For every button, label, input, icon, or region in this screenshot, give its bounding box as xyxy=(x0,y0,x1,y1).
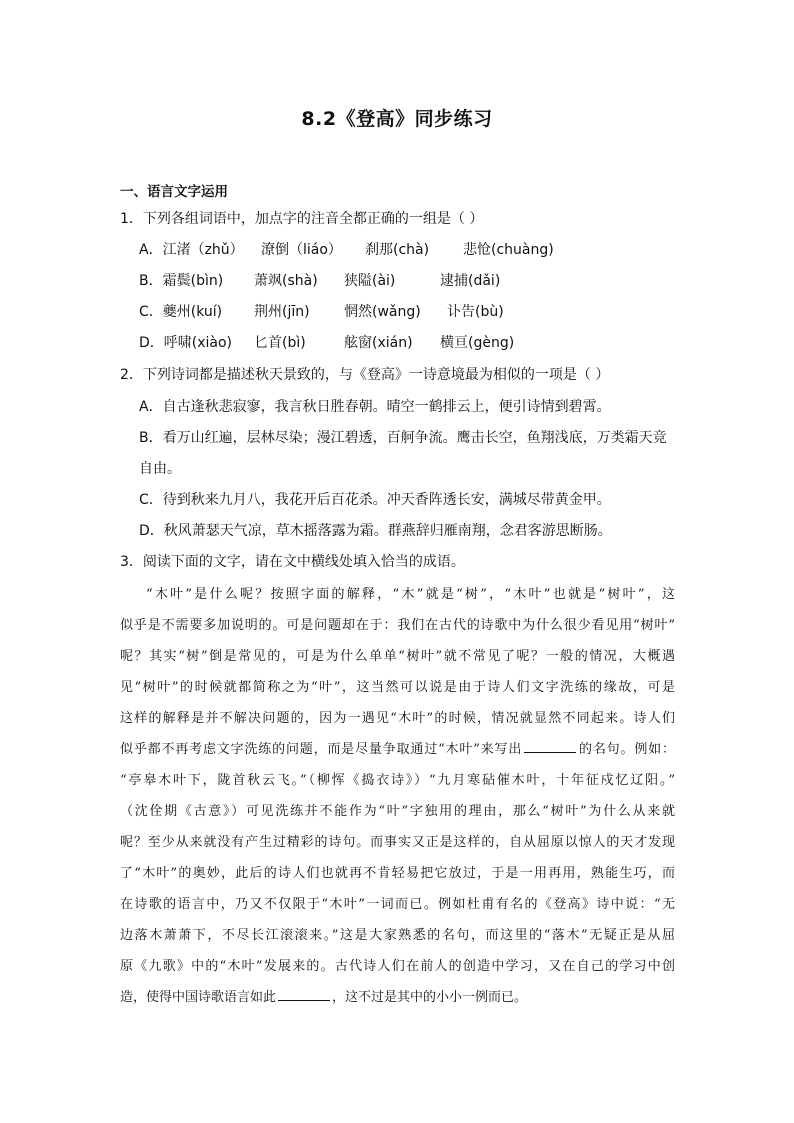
passage-line-3: 呢？其实“树”倒是常见的，可是为什么单单“树叶”就不常见了呢？一般的情况，大概遇 xyxy=(120,649,675,664)
option-d-item-3: 舷窗(xián) xyxy=(344,335,413,351)
option-c-item-4: 讣告(bù) xyxy=(447,304,504,320)
option-b-item-4: 逮捕(dǎi) xyxy=(440,273,501,289)
question-1-option-b xyxy=(139,270,500,290)
question-2-stem: 2．下列诗词都是描述秋天景致的，与《登高》一诗意境最为相似的一项是（ ） xyxy=(120,367,610,383)
passage-line-10: 了“木叶”的奥妙，此后的诗人们也就再不肯轻易把它放过，于是一用再用，熟能生巧，而 xyxy=(120,866,675,881)
passage-line-5: 这样的解释是并不解决问题的，因为一遇见“木叶”的时候，情况就显然不同起来。诗人们 xyxy=(120,711,675,726)
passage-line-9: 呢？至少从来就没有产生过精彩的诗句。而事实又正是这样的，自从屈原以惊人的天才发现 xyxy=(120,835,675,850)
question-3-stem: 3．阅读下面的文字，请在文中横线处填入恰当的成语。 xyxy=(120,554,465,570)
passage-line-14-text-b: ，这不过是其中的小小一例而已。 xyxy=(332,990,528,1005)
passage-line-2: 似乎是不需要多加说明的。可是问题却在于：我们在古代的诗歌中为什么很少看见用“树叶” xyxy=(120,618,675,633)
answer-blank-1[interactable] xyxy=(524,741,576,753)
question-1-option-d xyxy=(139,332,514,352)
passage-line-14-text-a: 造，使得中国诗歌语言如此 xyxy=(120,990,277,1005)
question-2-option-d: D．秋风萧瑟天气凉，草木摇落露为霜。群燕辞归雁南翔，念君客游思断肠。 xyxy=(139,523,612,539)
question-1-stem: 1．下列各组词语中，加点字的注音全都正确的一组是（ ） xyxy=(120,211,484,227)
passage-line-13: 原《九歌》中的“木叶”发展来的。古代诗人们在前人的创造中学习，又在自己的学习中创 xyxy=(120,959,675,974)
answer-blank-2[interactable] xyxy=(278,989,330,1001)
question-2-option-a: A．自古逢秋悲寂寥，我言秋日胜春朝。晴空一鹤排云上，便引诗情到碧霄。 xyxy=(139,399,611,415)
option-d-item-1: D．呼啸(xiào) xyxy=(139,335,233,351)
page-title: 8.2《登高》同步练习 xyxy=(301,108,493,130)
option-c-item-3: 惘然(wǎng) xyxy=(344,304,421,320)
option-b-item-1: B．霜鬓(bìn) xyxy=(139,273,224,289)
passage-line-6 xyxy=(120,738,675,757)
option-a-item-4: 悲怆(chuàng) xyxy=(463,242,554,258)
question-2-option-b-continued: 自由。 xyxy=(139,461,181,477)
passage-line-14 xyxy=(120,986,675,1005)
passage-line-6-text-a: 似乎都不再考虑文字洗练的问题，而是尽量争取通过“木叶”来写出 xyxy=(120,742,523,757)
option-c-item-2: 荆州(jīn) xyxy=(254,304,310,320)
passage-line-8: （沈佺期《古意》）可见洗练并不能作为“叶”字独用的理由，那么“树叶”为什么从来就 xyxy=(120,804,675,819)
passage-line-7: “亭皋木叶下，陇首秋云飞。”（柳恽《捣衣诗》）“九月寒砧催木叶，十年征戍忆辽阳。” xyxy=(120,773,675,788)
passage-line-4: 见“树叶”的时候就都简称之为“叶”，这当然可以说是由于诗人们文字洗练的缘故，可是 xyxy=(120,680,675,695)
option-a-item-1: A．江渚（zhǔ） xyxy=(139,242,244,258)
option-a-item-2: 潦倒（liáo） xyxy=(261,242,342,258)
option-d-item-4: 横亘(gèng) xyxy=(440,335,515,351)
passage-line-12: 边落木萧萧下，不尽长江滚滚来。”这是大家熟悉的名句，而这里的“落木”无疑正是从屈 xyxy=(120,928,675,943)
passage-line-6-text-b: 的名句。例如： xyxy=(578,742,675,757)
passage-line-1: “木叶”是什么呢？按照字面的解释，“木”就是“树”，“木叶”也就是“树叶”，这 xyxy=(146,587,675,602)
option-b-item-3: 狭隘(ài) xyxy=(344,273,396,289)
option-d-item-2: 匕首(bì) xyxy=(254,335,306,351)
option-c-item-1: C．夔州(kuí) xyxy=(139,304,223,320)
question-1-option-c xyxy=(139,301,504,321)
section-heading: 一、语言文字运用 xyxy=(120,184,228,200)
question-2-option-c: C．待到秋来九月八，我花开后百花杀。冲天香阵透长安，满城尽带黄金甲。 xyxy=(139,492,611,508)
passage-line-11: 在诗歌的语言中，乃又不仅限于“木叶”一词而已。例如杜甫有名的《登高》诗中说：“无 xyxy=(120,897,675,912)
question-2-option-b: B．看万山红遍，层林尽染；漫江碧透，百舸争流。鹰击长空，鱼翔浅底，万类霜天竞 xyxy=(139,430,667,446)
option-b-item-2: 萧飒(shà) xyxy=(254,273,318,289)
question-1-option-a xyxy=(139,239,554,259)
option-a-item-3: 刹那(chà) xyxy=(365,242,430,258)
